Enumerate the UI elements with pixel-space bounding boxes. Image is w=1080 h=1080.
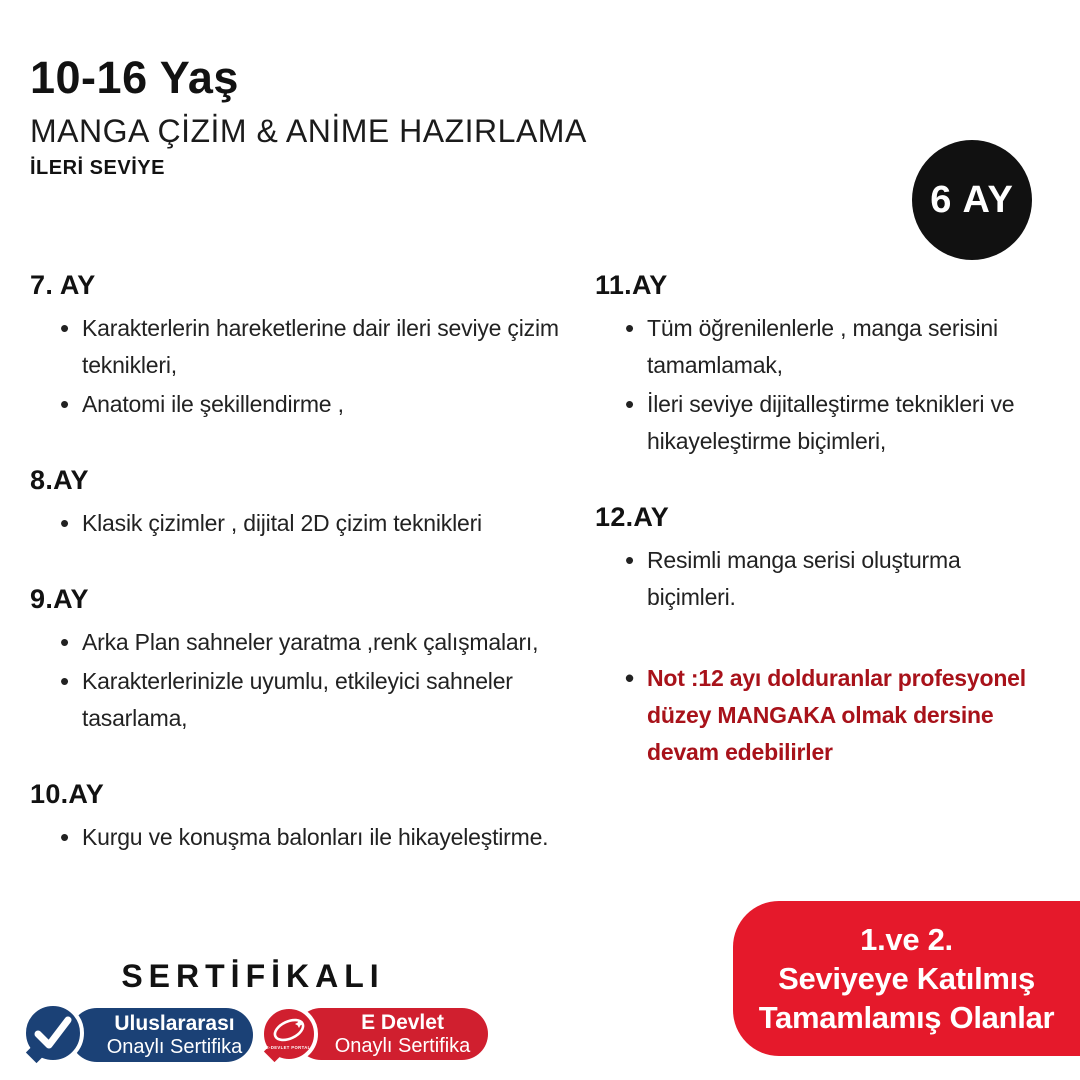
e-devlet-logo-caption: E-DEVLET PORTALI [265,1045,313,1050]
bullet-item: • Resimli manga serisi oluşturma biçimleri. [595,542,1035,616]
bullet-list [595,310,1035,460]
month-heading: 11.AY [595,270,668,300]
bullet-item: • Arka Plan sahneler yaratma ,renk çalışmaları, [30,624,582,661]
month-heading: 7. AY [30,270,96,300]
prerequisite-line: Seviyeye Katılmış [778,961,1035,996]
prerequisite-note-box [733,901,1080,1056]
section-month-8 [30,465,582,542]
bullet-list [595,542,1035,771]
edevlet-certificate-badge [295,1008,488,1060]
duration-badge [912,140,1032,260]
prerequisite-line: 1.ve 2. [860,922,953,957]
age-range-title: 10-16 Yaş [30,52,239,103]
prerequisite-line: Tamamlamış Olanlar [758,1000,1055,1035]
section-month-7 [30,270,582,423]
bullet-item: • Karakterlerin hareketlerine dair ileri seviye çizim teknikleri, [30,310,582,384]
section-month-11 [595,270,1035,460]
section-month-12 [595,502,1035,771]
badge-subtitle: Onaylı Sertifika [106,1035,243,1058]
bullet-item: • Kurgu ve konuşma balonları ile hikayeleştirme. [30,819,582,856]
section-month-9 [30,584,582,737]
badge-title: Uluslararası [114,1011,235,1035]
curriculum-column-right [595,270,1035,813]
bullet-item: • Karakterlerinizle uyumlu, etkileyici sahneler tasarlama, [30,663,582,737]
bullet-item: • Klasik çizimler , dijital 2D çizim teknikleri [30,505,582,542]
international-certificate-badge [70,1008,253,1062]
month-heading: 8.AY [30,465,89,495]
section-month-10 [30,779,582,856]
bullet-list [30,310,582,423]
certification-heading: SERTİFİKALI [121,958,385,994]
month-heading: 10.AY [30,779,105,809]
header [30,52,587,180]
bullet-item: • Anatomi ile şekillendirme , [30,386,582,423]
badge-title: E Devlet [361,1010,444,1034]
month-heading: 9.AY [30,584,89,614]
curriculum-column-left [30,270,582,898]
level-subtitle: İLERİ SEVİYE [30,157,165,179]
month-heading: 12.AY [595,502,670,532]
bullet-list [30,624,582,737]
bullet-list [30,505,582,542]
mangaka-note: • Not :12 ayı dolduranlar profesyonel düzey MANGAKA olmak dersine devam edebilirler [595,660,1035,771]
course-title: MANGA ÇİZİM & ANİME HAZIRLAMA [30,113,587,149]
badge-subtitle: Onaylı Sertifika [334,1034,471,1057]
bullet-item: • Tüm öğrenilenlerle , manga serisini tamamlamak, [595,310,1035,384]
e-devlet-logo-icon [260,1005,318,1063]
bullet-item: • İleri seviye dijitalleştirme teknikleri ve hikayeleştirme biçimleri, [595,386,1035,460]
checkmark-icon [22,1002,84,1064]
duration-badge-label: 6 AY [930,178,1014,221]
bullet-list [30,819,582,856]
